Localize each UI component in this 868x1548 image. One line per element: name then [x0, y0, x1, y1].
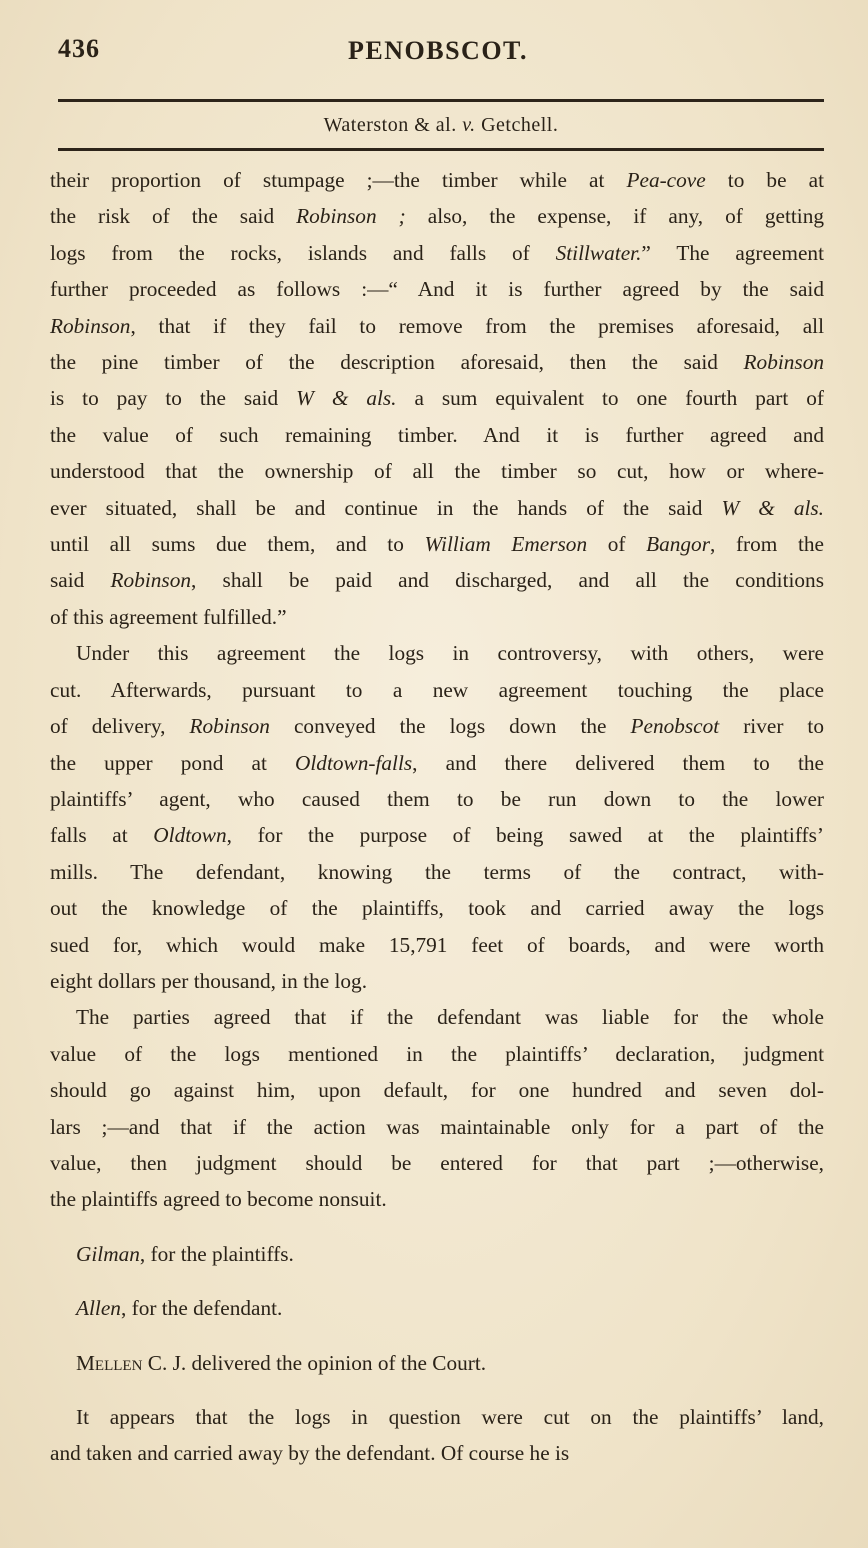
- text-line: cut. Afterwards, pursuant to a new agreement touching the place: [50, 677, 824, 702]
- text-line: understood that the ownership of all the timber so cut, how or where-: [50, 459, 824, 484]
- text-line: of this agreement fulfilled.”: [50, 604, 287, 629]
- text-line: is to pay to the said W & als. a sum equivalent to one fourth part of: [50, 386, 824, 411]
- paragraph-opinion: [50, 1399, 824, 1472]
- text-line: Robinson, that if they fail to remove from the premises aforesaid, all: [50, 313, 824, 338]
- page-number: 436: [58, 34, 100, 63]
- text-line: the upper pond at Oldtown-falls, and there delivered them to the: [50, 750, 824, 775]
- text-line: the value of such remaining timber. And it is further agreed and: [50, 422, 824, 447]
- counsel-defendant: Allen, for the defendant.: [76, 1296, 283, 1321]
- paragraph-facts: [50, 635, 824, 999]
- page-body: [50, 162, 824, 1472]
- text-line: of delivery, Robinson conveyed the logs down the Penobscot river to: [50, 714, 824, 739]
- text-line: value, then judgment should be entered for that part ;—otherwise,: [50, 1150, 824, 1175]
- text-line: mills. The defendant, knowing the terms of the contract, with-: [50, 859, 824, 884]
- text-line: logs from the rocks, islands and falls of Stillwater.” The agreement: [50, 240, 824, 265]
- counsel-plaintiffs: Gilman, for the plaintiffs.: [76, 1241, 294, 1266]
- counsel-name: Allen: [76, 1296, 121, 1321]
- header-rule-bottom: [58, 148, 824, 151]
- text-line: their proportion of stumpage ;—the timber while at Pea-cove to be at: [50, 168, 824, 192]
- text-line: It appears that the logs in question were cut on the plaintiffs’ land,: [76, 1405, 824, 1429]
- judge-name: Mellen: [76, 1350, 143, 1375]
- page-header: [50, 34, 826, 74]
- text-line: falls at Oldtown, for the purpose of being sawed at the plaintiffs’: [50, 823, 825, 848]
- header-rule-top: [58, 99, 824, 102]
- text-line: the plaintiffs agreed to become nonsuit.: [50, 1187, 387, 1212]
- text-line: lars ;—and that if the action was maintainable only for a part of the: [50, 1114, 824, 1139]
- text-line: The parties agreed that if the defendant was liable for the whole: [76, 1005, 824, 1030]
- opinion-intro: Mellen C. J. delivered the opinion of the Court.: [76, 1350, 487, 1375]
- text-line: the pine timber of the description aforesaid, then the said Robinson: [50, 350, 824, 375]
- counsel-name: Gilman: [76, 1241, 140, 1266]
- text-line: eight dollars per thousand, in the log.: [50, 968, 368, 993]
- text-line: until all sums due them, and to William Emerson of Bangor, from the: [50, 532, 824, 557]
- text-line: and taken and carried away by the defendant. Of course he is: [50, 1441, 570, 1466]
- text-line: Under this agreement the logs in controversy, with others, were: [76, 641, 824, 666]
- text-line: further proceeded as follows :—“ And it is further agreed by the said: [50, 277, 824, 302]
- text-line: said Robinson, shall be paid and discharged, and all the conditions: [50, 568, 824, 593]
- text-line: the risk of the said Robinson ; also, the expense, if any, of getting: [50, 204, 825, 229]
- running-title: PENOBSCOT.: [348, 36, 528, 65]
- case-caption: [58, 114, 824, 137]
- paragraph-agreement-quote: [50, 162, 824, 635]
- text-line: plaintiffs’ agent, who caused them to be run down to the lower: [50, 786, 824, 811]
- text-line: ever situated, shall be and continue in the hands of the said W & als.: [50, 495, 825, 520]
- case-caption-text: Waterston & al. v. Getchell.: [323, 114, 559, 136]
- text-line: should go against him, upon default, for one hundred and seven dol-: [50, 1078, 824, 1103]
- text-line: out the knowledge of the plaintiffs, took and carried away the logs: [50, 896, 824, 921]
- text-line: value of the logs mentioned in the plaintiffs’ declaration, judgment: [50, 1041, 824, 1066]
- paragraph-stipulation: [50, 999, 824, 1217]
- text-line: sued for, which would make 15,791 feet of boards, and were worth: [50, 932, 824, 957]
